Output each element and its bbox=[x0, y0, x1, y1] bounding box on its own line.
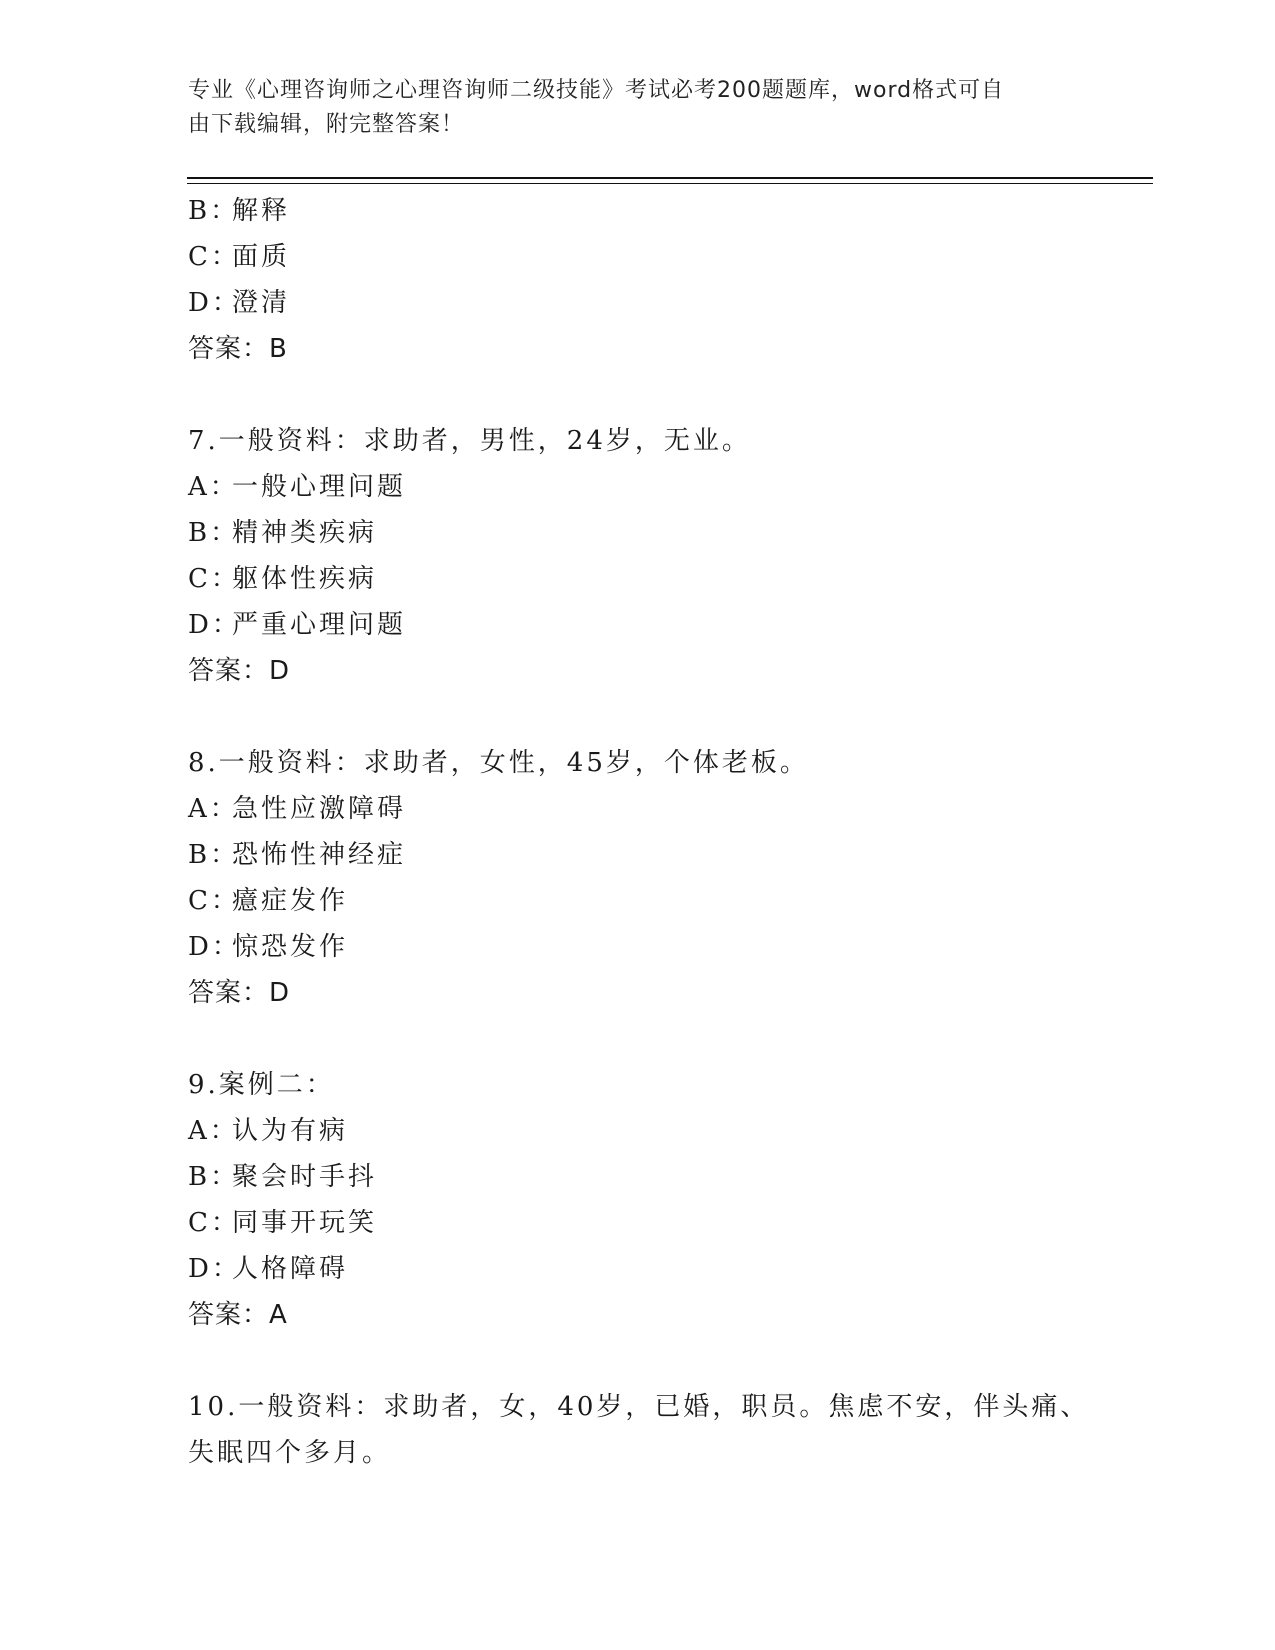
header-note-line-2: 由下载编辑，附完整答案！ bbox=[188, 112, 465, 137]
option-key: A： bbox=[188, 794, 239, 824]
option-d bbox=[188, 1246, 1108, 1292]
question-content bbox=[188, 188, 1108, 1476]
header-rule-thick bbox=[187, 177, 1153, 179]
question-stem-line-1: 10.一般资料：求助者，女，40岁，已婚，职员。焦虑不安，伴头痛、 bbox=[188, 1392, 1090, 1422]
option-key: B： bbox=[188, 840, 240, 870]
option-text: 认为有病 bbox=[232, 1116, 349, 1146]
option-d bbox=[188, 602, 1108, 648]
question-stem: 9.案例二： bbox=[188, 1070, 335, 1100]
option-c bbox=[188, 1200, 1108, 1246]
answer-line: 答案：D bbox=[188, 656, 291, 686]
option-key: B： bbox=[188, 196, 240, 226]
option-text: 精神类疾病 bbox=[232, 518, 378, 548]
answer-line: 答案：D bbox=[188, 978, 291, 1008]
question-stem-line-2: 失眠四个多月。 bbox=[188, 1438, 392, 1468]
option-text: 面质 bbox=[232, 242, 291, 272]
option-text: 澄清 bbox=[232, 288, 291, 318]
option-text: 恐怖性神经症 bbox=[232, 840, 407, 870]
option-d bbox=[188, 280, 1108, 326]
option-b bbox=[188, 832, 1108, 878]
option-c bbox=[188, 556, 1108, 602]
option-key: C： bbox=[188, 886, 240, 916]
option-b bbox=[188, 510, 1108, 556]
option-d bbox=[188, 924, 1108, 970]
option-a bbox=[188, 464, 1108, 510]
option-key: D： bbox=[188, 932, 241, 962]
answer-line: 答案：A bbox=[188, 1300, 288, 1330]
option-text: 聚会时手抖 bbox=[232, 1162, 378, 1192]
question-8 bbox=[188, 740, 1108, 1016]
option-b bbox=[188, 188, 1108, 234]
option-key: C： bbox=[188, 242, 240, 272]
option-b bbox=[188, 1154, 1108, 1200]
option-key: C： bbox=[188, 564, 240, 594]
option-text: 人格障碍 bbox=[232, 1254, 349, 1284]
option-c bbox=[188, 234, 1108, 280]
option-key: B： bbox=[188, 518, 240, 548]
option-key: D： bbox=[188, 1254, 241, 1284]
question-9 bbox=[188, 1062, 1108, 1338]
option-text: 解释 bbox=[232, 196, 291, 226]
option-key: A： bbox=[188, 472, 239, 502]
header-note bbox=[188, 74, 1068, 142]
option-c bbox=[188, 878, 1108, 924]
option-text: 躯体性疾病 bbox=[232, 564, 378, 594]
question-stem: 8.一般资料：求助者，女性，45岁，个体老板。 bbox=[188, 748, 809, 778]
option-text: 同事开玩笑 bbox=[232, 1208, 378, 1238]
question-7 bbox=[188, 418, 1108, 694]
option-key: B： bbox=[188, 1162, 240, 1192]
option-text: 惊恐发作 bbox=[232, 932, 349, 962]
option-text: 癔症发作 bbox=[232, 886, 349, 916]
option-a bbox=[188, 1108, 1108, 1154]
option-key: D： bbox=[188, 610, 241, 640]
option-text: 一般心理问题 bbox=[232, 472, 407, 502]
question-stem: 7.一般资料：求助者，男性，24岁，无业。 bbox=[188, 426, 751, 456]
option-key: D： bbox=[188, 288, 241, 318]
header-note-line-1: 专业《心理咨询师之心理咨询师二级技能》考试必考200题题库，word格式可自 bbox=[188, 78, 1005, 103]
option-a bbox=[188, 786, 1108, 832]
option-key: A： bbox=[188, 1116, 239, 1146]
question-10 bbox=[188, 1384, 1108, 1476]
option-key: C： bbox=[188, 1208, 240, 1238]
option-text: 急性应激障碍 bbox=[232, 794, 407, 824]
header-rule-thin bbox=[187, 183, 1153, 184]
option-text: 严重心理问题 bbox=[232, 610, 407, 640]
answer-line: 答案：B bbox=[188, 334, 288, 364]
question-6-continued bbox=[188, 188, 1108, 372]
